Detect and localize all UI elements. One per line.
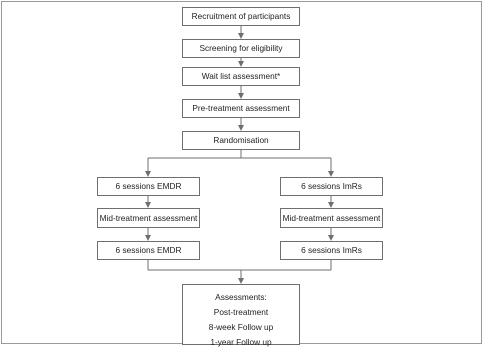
step-recruitment-box [182,7,300,26]
step-screening-box [182,39,300,58]
step-recruitment-label: Recruitment of participants [191,11,291,22]
right-arm-sessions-2-box [280,241,383,260]
step-pretreatment-label: Pre-treatment assessment [192,103,290,114]
final-assessment-item: Post-treatment [213,307,269,317]
step-pretreatment-box [182,99,300,118]
step-randomisation-box [182,131,300,150]
step-waitlist-label: Wait list assessment* [201,71,281,82]
right-arm-sessions-1-label: 6 sessions ImRs [301,181,362,192]
step-waitlist-box [182,67,300,86]
left-arm-sessions-2-box [97,241,200,260]
final-assessments-box [182,284,300,345]
final-assessments-title: Assessments: [215,292,267,302]
right-arm-sessions-2-label: 6 sessions ImRs [301,245,362,256]
final-assessment-item: 8-week Follow up [208,322,274,332]
right-arm-mid-assessment-label: Mid-treatment assessment [282,212,381,223]
right-arm-sessions-1-box [280,177,383,196]
step-screening-label: Screening for eligibility [199,43,283,54]
step-randomisation-label: Randomisation [213,135,269,146]
final-assessment-item: 1-year Follow up [210,337,272,347]
right-arm-mid-assessment-box [280,208,383,228]
left-arm-sessions-1-box [97,177,200,196]
left-arm-mid-assessment-box [97,208,200,228]
left-arm-mid-assessment-label: Mid-treatment assessment [99,212,198,223]
left-arm-sessions-1-label: 6 sessions EMDR [115,181,182,192]
left-arm-sessions-2-label: 6 sessions EMDR [115,245,182,256]
